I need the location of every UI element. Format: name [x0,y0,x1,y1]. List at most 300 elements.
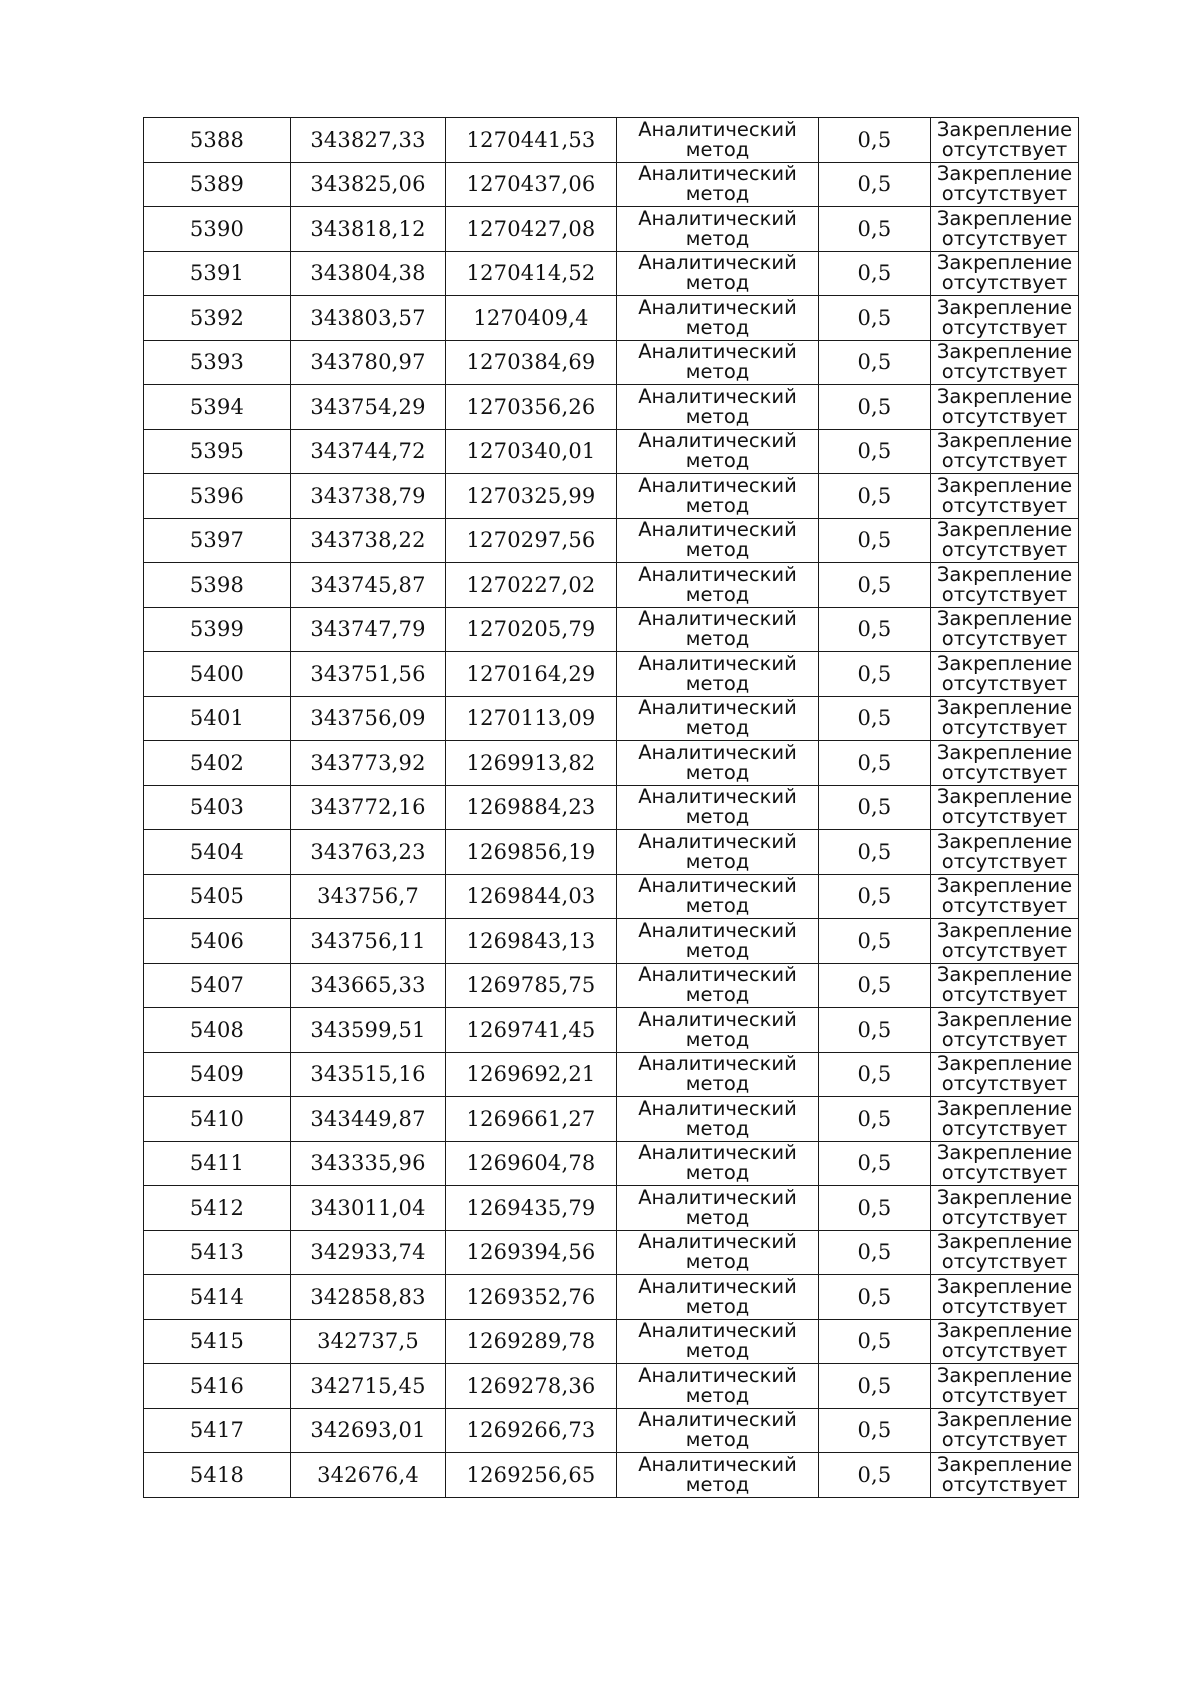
point-number-cell: 5390 [144,207,291,252]
fixation-cell [931,518,1079,563]
method-line-1: Аналитический [638,829,797,853]
table-row [144,385,1079,430]
method-line-2: метод [685,716,750,740]
fixation-line-1: Закрепление [936,1185,1073,1209]
x-coordinate-cell: 343818,12 [291,207,446,252]
fixation-line-2: отсутствует [941,1161,1068,1185]
method-cell [617,1097,819,1142]
x-coordinate-cell: 343449,87 [291,1097,446,1142]
accuracy-cell: 0,5 [819,1052,931,1097]
fixation-line-2: отсутствует [941,849,1068,873]
fixation-line-2: отсутствует [941,1294,1068,1318]
table-row [144,474,1079,519]
x-coordinate-cell: 343738,22 [291,518,446,563]
method-line-2: метод [685,849,750,873]
fixation-line-2: отсутствует [941,894,1068,918]
point-number-cell: 5403 [144,785,291,830]
method-cell [617,429,819,474]
method-line-1: Аналитический [638,696,797,720]
method-line-1: Аналитический [638,117,797,141]
x-coordinate-cell: 343825,06 [291,162,446,207]
method-line-2: метод [685,1205,750,1229]
point-number-cell: 5409 [144,1052,291,1097]
table-row [144,1408,1079,1453]
point-number-cell: 5411 [144,1141,291,1186]
y-coordinate-cell: 1269256,65 [446,1453,617,1498]
table-row [144,607,1079,652]
point-number-cell: 5415 [144,1319,291,1364]
accuracy-cell: 0,5 [819,162,931,207]
method-line-1: Аналитический [638,1141,797,1165]
fixation-line-2: отсутствует [941,627,1068,651]
table-row [144,340,1079,385]
table-row [144,1097,1079,1142]
point-number-cell: 5402 [144,741,291,786]
fixation-line-2: отсутствует [941,760,1068,784]
fixation-cell [931,874,1079,919]
y-coordinate-cell: 1270297,56 [446,518,617,563]
y-coordinate-cell: 1270113,09 [446,696,617,741]
x-coordinate-cell: 343747,79 [291,607,446,652]
method-cell [617,1408,819,1453]
y-coordinate-cell: 1269435,79 [446,1186,617,1231]
y-coordinate-cell: 1269785,75 [446,963,617,1008]
method-line-2: метод [685,404,750,428]
accuracy-cell: 0,5 [819,652,931,697]
x-coordinate-cell: 343738,79 [291,474,446,519]
point-number-cell: 5394 [144,385,291,430]
fixation-line-1: Закрепление [936,607,1073,631]
table-row [144,518,1079,563]
method-line-2: метод [685,1383,750,1407]
x-coordinate-cell: 342933,74 [291,1230,446,1275]
y-coordinate-cell: 1269266,73 [446,1408,617,1453]
x-coordinate-cell: 343772,16 [291,785,446,830]
fixation-line-2: отсутствует [941,1116,1068,1140]
fixation-cell [931,607,1079,652]
y-coordinate-cell: 1269394,56 [446,1230,617,1275]
y-coordinate-cell: 1269604,78 [446,1141,617,1186]
fixation-line-1: Закрепление [936,1007,1073,1031]
method-line-1: Аналитический [638,1363,797,1387]
method-cell [617,652,819,697]
accuracy-cell: 0,5 [819,785,931,830]
method-line-1: Аналитический [638,1185,797,1209]
fixation-line-2: отсутствует [941,983,1068,1007]
fixation-cell [931,474,1079,519]
accuracy-cell: 0,5 [819,696,931,741]
table-row [144,1230,1079,1275]
fixation-cell [931,1230,1079,1275]
method-line-1: Аналитический [638,963,797,987]
fixation-cell [931,1008,1079,1053]
point-number-cell: 5399 [144,607,291,652]
x-coordinate-cell: 342737,5 [291,1319,446,1364]
method-line-2: метод [685,1294,750,1318]
fixation-line-2: отсутствует [941,671,1068,695]
fixation-line-2: отсутствует [941,1428,1068,1452]
fixation-line-2: отсутствует [941,1339,1068,1363]
fixation-line-1: Закрепление [936,117,1073,141]
fixation-line-2: отсутствует [941,360,1068,384]
method-line-2: метод [685,938,750,962]
x-coordinate-cell: 343756,11 [291,919,446,964]
y-coordinate-cell: 1270414,52 [446,251,617,296]
fixation-line-1: Закрепление [936,473,1073,497]
accuracy-cell: 0,5 [819,1008,931,1053]
fixation-cell [931,207,1079,252]
table-row [144,207,1079,252]
y-coordinate-cell: 1270205,79 [446,607,617,652]
y-coordinate-cell: 1270325,99 [446,474,617,519]
point-number-cell: 5405 [144,874,291,919]
y-coordinate-cell: 1269856,19 [446,830,617,875]
fixation-line-2: отсутствует [941,538,1068,562]
fixation-line-1: Закрепление [936,1408,1073,1432]
fixation-cell [931,830,1079,875]
accuracy-cell: 0,5 [819,1275,931,1320]
table-row [144,162,1079,207]
point-number-cell: 5417 [144,1408,291,1453]
table-row [144,1052,1079,1097]
fixation-line-1: Закрепление [936,1274,1073,1298]
method-cell [617,963,819,1008]
x-coordinate-cell: 343763,23 [291,830,446,875]
fixation-line-1: Закрепление [936,1363,1073,1387]
fixation-cell [931,118,1079,163]
fixation-line-1: Закрепление [936,651,1073,675]
table-row [144,1008,1079,1053]
fixation-line-1: Закрепление [936,1452,1073,1476]
fixation-line-2: отсутствует [941,1205,1068,1229]
y-coordinate-cell: 1270356,26 [446,385,617,430]
fixation-line-1: Закрепление [936,384,1073,408]
accuracy-cell: 0,5 [819,1186,931,1231]
x-coordinate-cell: 343756,7 [291,874,446,919]
y-coordinate-cell: 1270441,53 [446,118,617,163]
y-coordinate-cell: 1269741,45 [446,1008,617,1053]
fixation-cell [931,696,1079,741]
y-coordinate-cell: 1270164,29 [446,652,617,697]
method-line-2: метод [685,1472,750,1496]
method-line-2: метод [685,671,750,695]
method-line-1: Аналитический [638,874,797,898]
method-cell [617,874,819,919]
fixation-line-2: отсутствует [941,271,1068,295]
method-cell [617,296,819,341]
y-coordinate-cell: 1269289,78 [446,1319,617,1364]
y-coordinate-cell: 1269844,03 [446,874,617,919]
fixation-cell [931,296,1079,341]
method-line-1: Аналитический [638,1230,797,1254]
fixation-cell [931,1141,1079,1186]
method-line-2: метод [685,315,750,339]
table-row [144,296,1079,341]
method-cell [617,563,819,608]
method-line-1: Аналитический [638,1408,797,1432]
fixation-cell [931,1186,1079,1231]
point-number-cell: 5404 [144,830,291,875]
table-row [144,1319,1079,1364]
method-line-1: Аналитический [638,518,797,542]
fixation-cell [931,385,1079,430]
fixation-line-1: Закрепление [936,340,1073,364]
method-cell [617,1186,819,1231]
method-line-2: метод [685,182,750,206]
x-coordinate-cell: 342715,45 [291,1364,446,1409]
method-cell [617,207,819,252]
method-line-2: метод [685,493,750,517]
method-line-2: метод [685,1161,750,1185]
table-row [144,785,1079,830]
x-coordinate-cell: 343515,16 [291,1052,446,1097]
fixation-line-1: Закрепление [936,295,1073,319]
point-number-cell: 5416 [144,1364,291,1409]
method-cell [617,1364,819,1409]
y-coordinate-cell: 1270427,08 [446,207,617,252]
fixation-cell [931,1364,1079,1409]
accuracy-cell: 0,5 [819,518,931,563]
method-cell [617,251,819,296]
accuracy-cell: 0,5 [819,1364,931,1409]
method-line-1: Аналитический [638,384,797,408]
method-line-2: метод [685,360,750,384]
y-coordinate-cell: 1269278,36 [446,1364,617,1409]
y-coordinate-cell: 1269661,27 [446,1097,617,1142]
method-line-2: метод [685,582,750,606]
fixation-cell [931,563,1079,608]
point-number-cell: 5397 [144,518,291,563]
fixation-cell [931,963,1079,1008]
fixation-line-2: отсутствует [941,137,1068,161]
method-line-2: метод [685,449,750,473]
method-line-1: Аналитический [638,429,797,453]
fixation-line-1: Закрепление [936,429,1073,453]
point-number-cell: 5414 [144,1275,291,1320]
accuracy-cell: 0,5 [819,429,931,474]
accuracy-cell: 0,5 [819,1230,931,1275]
fixation-line-2: отсутствует [941,182,1068,206]
method-cell [617,118,819,163]
fixation-line-1: Закрепление [936,963,1073,987]
fixation-cell [931,652,1079,697]
accuracy-cell: 0,5 [819,741,931,786]
point-number-cell: 5400 [144,652,291,697]
accuracy-cell: 0,5 [819,251,931,296]
table-row [144,1141,1079,1186]
method-line-2: метод [685,805,750,829]
method-cell [617,385,819,430]
point-number-cell: 5410 [144,1097,291,1142]
fixation-line-2: отсутствует [941,938,1068,962]
fixation-line-2: отсутствует [941,1472,1068,1496]
x-coordinate-cell: 343780,97 [291,340,446,385]
method-cell [617,1052,819,1097]
table-row [144,741,1079,786]
fixation-line-1: Закрепление [936,1230,1073,1254]
fixation-cell [931,162,1079,207]
method-line-2: метод [685,137,750,161]
accuracy-cell: 0,5 [819,1097,931,1142]
table-row [144,251,1079,296]
fixation-line-1: Закрепление [936,696,1073,720]
x-coordinate-cell: 343745,87 [291,563,446,608]
method-cell [617,340,819,385]
method-line-1: Аналитический [638,1274,797,1298]
fixation-line-2: отсутствует [941,716,1068,740]
y-coordinate-cell: 1270409,4 [446,296,617,341]
fixation-cell [931,251,1079,296]
method-line-2: метод [685,627,750,651]
point-number-cell: 5413 [144,1230,291,1275]
point-number-cell: 5388 [144,118,291,163]
method-cell [617,607,819,652]
accuracy-cell: 0,5 [819,874,931,919]
fixation-cell [931,1097,1079,1142]
fixation-line-1: Закрепление [936,874,1073,898]
method-line-1: Аналитический [638,473,797,497]
table-row [144,1453,1079,1498]
accuracy-cell: 0,5 [819,1141,931,1186]
fixation-line-2: отсутствует [941,226,1068,250]
method-cell [617,162,819,207]
accuracy-cell: 0,5 [819,607,931,652]
point-number-cell: 5398 [144,563,291,608]
fixation-cell [931,1453,1079,1498]
y-coordinate-cell: 1269692,21 [446,1052,617,1097]
fixation-line-2: отсутствует [941,1383,1068,1407]
point-number-cell: 5418 [144,1453,291,1498]
method-cell [617,919,819,964]
accuracy-cell: 0,5 [819,1319,931,1364]
point-number-cell: 5389 [144,162,291,207]
fixation-line-2: отсутствует [941,1250,1068,1274]
x-coordinate-cell: 343599,51 [291,1008,446,1053]
y-coordinate-cell: 1270384,69 [446,340,617,385]
table-row [144,1364,1079,1409]
x-coordinate-cell: 343751,56 [291,652,446,697]
method-cell [617,785,819,830]
fixation-cell [931,1319,1079,1364]
fixation-cell [931,741,1079,786]
method-line-1: Аналитический [638,562,797,586]
accuracy-cell: 0,5 [819,963,931,1008]
x-coordinate-cell: 343827,33 [291,118,446,163]
fixation-cell [931,340,1079,385]
table-row [144,429,1079,474]
accuracy-cell: 0,5 [819,118,931,163]
method-line-1: Аналитический [638,1052,797,1076]
fixation-cell [931,1052,1079,1097]
y-coordinate-cell: 1270227,02 [446,563,617,608]
point-number-cell: 5412 [144,1186,291,1231]
method-line-2: метод [685,1428,750,1452]
method-cell [617,1275,819,1320]
fixation-line-1: Закрепление [936,1052,1073,1076]
fixation-line-1: Закрепление [936,206,1073,230]
method-line-1: Аналитический [638,206,797,230]
x-coordinate-cell: 343804,38 [291,251,446,296]
fixation-line-1: Закрепление [936,518,1073,542]
fixation-line-1: Закрепление [936,162,1073,186]
fixation-cell [931,429,1079,474]
accuracy-cell: 0,5 [819,340,931,385]
fixation-line-1: Закрепление [936,918,1073,942]
table-row [144,652,1079,697]
method-cell [617,1319,819,1364]
table-row [144,563,1079,608]
fixation-line-1: Закрепление [936,829,1073,853]
x-coordinate-cell: 343011,04 [291,1186,446,1231]
method-line-2: метод [685,1027,750,1051]
fixation-line-1: Закрепление [936,1096,1073,1120]
accuracy-cell: 0,5 [819,474,931,519]
fixation-line-1: Закрепление [936,562,1073,586]
method-line-2: метод [685,894,750,918]
fixation-line-2: отсутствует [941,449,1068,473]
fixation-line-2: отсутствует [941,404,1068,428]
table-row [144,919,1079,964]
point-number-cell: 5406 [144,919,291,964]
fixation-line-2: отсутствует [941,1072,1068,1096]
method-cell [617,1141,819,1186]
fixation-cell [931,919,1079,964]
table-row [144,696,1079,741]
y-coordinate-cell: 1269884,23 [446,785,617,830]
accuracy-cell: 0,5 [819,830,931,875]
method-line-1: Аналитический [638,162,797,186]
point-number-cell: 5407 [144,963,291,1008]
method-line-1: Аналитический [638,607,797,631]
fixation-cell [931,1408,1079,1453]
y-coordinate-cell: 1270437,06 [446,162,617,207]
method-line-2: метод [685,1116,750,1140]
method-line-2: метод [685,538,750,562]
method-line-1: Аналитический [638,295,797,319]
method-line-2: метод [685,1250,750,1274]
fixation-line-1: Закрепление [936,1319,1073,1343]
method-cell [617,830,819,875]
x-coordinate-cell: 343335,96 [291,1141,446,1186]
fixation-line-2: отсутствует [941,315,1068,339]
method-line-1: Аналитический [638,340,797,364]
table-body [144,118,1079,1498]
table-row [144,830,1079,875]
method-line-1: Аналитический [638,251,797,275]
fixation-line-1: Закрепление [936,740,1073,764]
method-cell [617,741,819,786]
point-number-cell: 5408 [144,1008,291,1053]
fixation-line-2: отсутствует [941,582,1068,606]
accuracy-cell: 0,5 [819,1408,931,1453]
accuracy-cell: 0,5 [819,1453,931,1498]
x-coordinate-cell: 343754,29 [291,385,446,430]
y-coordinate-cell: 1269913,82 [446,741,617,786]
method-line-1: Аналитический [638,651,797,675]
fixation-cell [931,1275,1079,1320]
method-cell [617,518,819,563]
accuracy-cell: 0,5 [819,385,931,430]
method-cell [617,1230,819,1275]
point-number-cell: 5401 [144,696,291,741]
coordinates-table [143,117,1079,1498]
fixation-line-2: отсутствует [941,1027,1068,1051]
point-number-cell: 5391 [144,251,291,296]
method-line-1: Аналитический [638,740,797,764]
x-coordinate-cell: 342693,01 [291,1408,446,1453]
method-line-1: Аналитический [638,918,797,942]
fixation-line-1: Закрепление [936,785,1073,809]
